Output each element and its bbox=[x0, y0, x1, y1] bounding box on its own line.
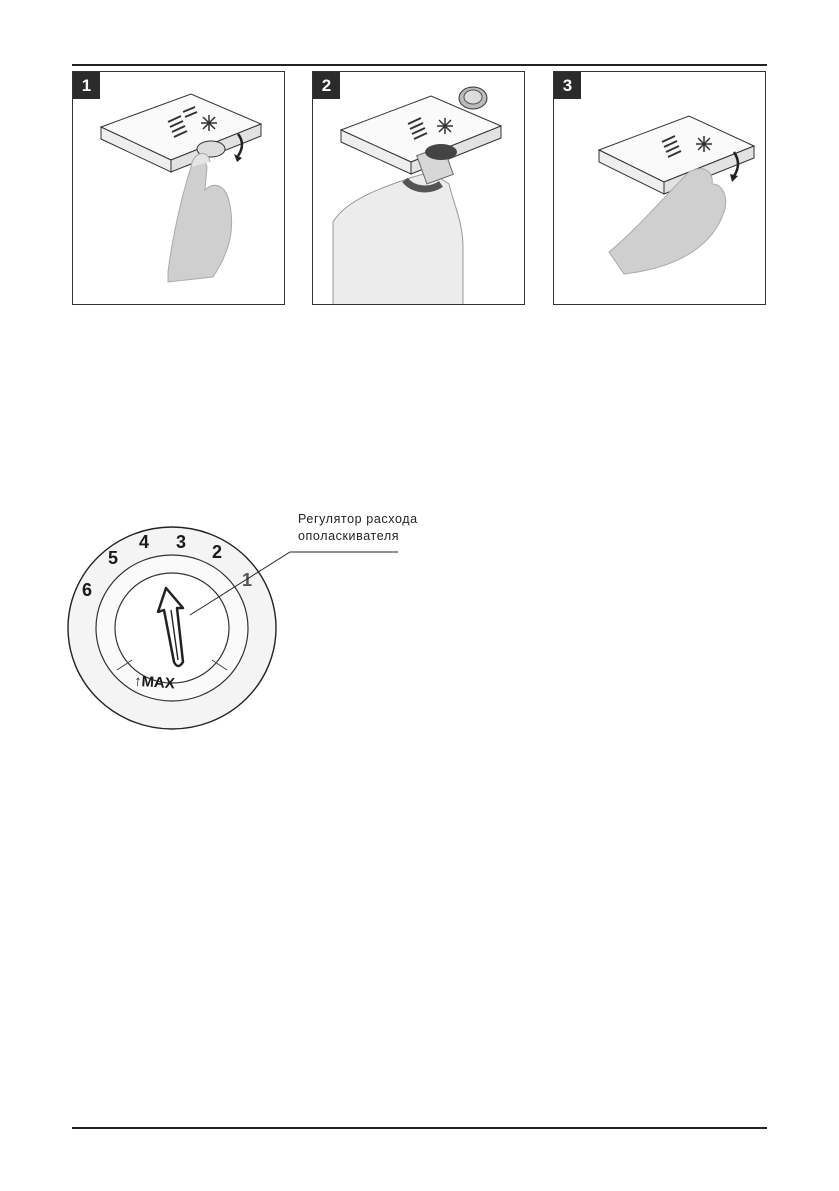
dial-number-6: 6 bbox=[82, 580, 93, 600]
callout-line-1: Регулятор расхода bbox=[298, 512, 418, 526]
step-2-badge: 2 bbox=[313, 72, 340, 99]
rinse-aid-regulator-label bbox=[298, 511, 418, 545]
dial-max-label: ↑MAX bbox=[133, 672, 176, 693]
dial-number-3: 3 bbox=[176, 532, 187, 552]
dial-number-5: 5 bbox=[108, 548, 119, 568]
dial-number-2: 2 bbox=[212, 542, 223, 562]
bottom-rule bbox=[72, 1127, 767, 1129]
step-1-badge: 1 bbox=[73, 72, 100, 99]
callout-line-2: ополаскивателя bbox=[298, 529, 400, 543]
step-3-badge: 3 bbox=[554, 72, 581, 99]
dial-number-4: 4 bbox=[139, 532, 150, 552]
dial-number-1: 1 bbox=[242, 570, 253, 590]
